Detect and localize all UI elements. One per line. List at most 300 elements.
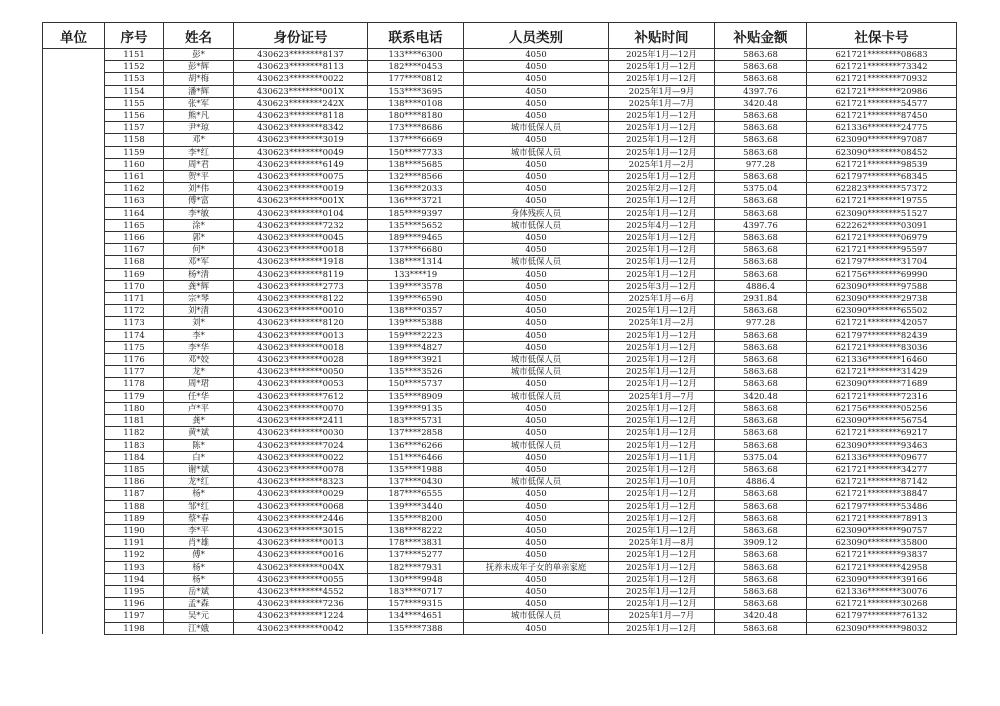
phone-cell: 189****3921 (368, 354, 464, 366)
card-cell: 621721********30268 (807, 598, 957, 610)
table-row (43, 341, 957, 353)
table-row (43, 171, 957, 183)
card-cell: 621721********93837 (807, 549, 957, 561)
id-number-cell: 430623********0078 (234, 463, 368, 475)
id-number-cell: 430623********8342 (234, 122, 368, 134)
period-cell: 2025年1月—12月 (609, 598, 715, 610)
name-cell: 何* (164, 244, 234, 256)
card-cell: 621721********42958 (807, 561, 957, 573)
category-cell: 4050 (464, 585, 609, 597)
amount-cell: 3909.12 (715, 537, 807, 549)
phone-cell: 138****1314 (368, 256, 464, 268)
category-cell: 4050 (464, 427, 609, 439)
id-number-cell: 430623********0049 (234, 146, 368, 158)
name-cell: 熊*凡 (164, 110, 234, 122)
unit-cell (43, 244, 105, 256)
phone-cell: 157****9315 (368, 598, 464, 610)
table-row (43, 134, 957, 146)
name-cell: 贺*平 (164, 171, 234, 183)
card-cell: 623090********93463 (807, 439, 957, 451)
seq-cell: 1162 (105, 183, 164, 195)
phone-cell: 132****8566 (368, 171, 464, 183)
seq-cell: 1180 (105, 402, 164, 414)
phone-cell: 133****6300 (368, 49, 464, 61)
name-cell: 尹*琼 (164, 122, 234, 134)
phone-cell: 135****3526 (368, 366, 464, 378)
table-row (43, 329, 957, 341)
amount-cell: 5863.68 (715, 549, 807, 561)
amount-cell: 5863.68 (715, 256, 807, 268)
header-phone: 联系电话 (368, 23, 464, 49)
unit-cell (43, 537, 105, 549)
id-number-cell: 430623********1224 (234, 610, 368, 622)
period-cell: 2025年1月—12月 (609, 427, 715, 439)
category-cell: 4050 (464, 61, 609, 73)
period-cell: 2025年1月—7月 (609, 610, 715, 622)
name-cell: 刘*伟 (164, 183, 234, 195)
category-cell: 4050 (464, 415, 609, 427)
id-number-cell: 430623********0022 (234, 73, 368, 85)
table-row (43, 183, 957, 195)
name-cell: 彭*辉 (164, 61, 234, 73)
name-cell: 李*敏 (164, 207, 234, 219)
period-cell: 2025年1月—12月 (609, 256, 715, 268)
name-cell: 李*红 (164, 146, 234, 158)
name-cell: 宗*琴 (164, 293, 234, 305)
period-cell: 2025年1月—12月 (609, 146, 715, 158)
card-cell: 621756********05256 (807, 402, 957, 414)
category-cell: 4050 (464, 158, 609, 170)
table-row (43, 110, 957, 122)
card-cell: 621721********98539 (807, 158, 957, 170)
seq-cell: 1189 (105, 512, 164, 524)
card-cell: 621721********34277 (807, 463, 957, 475)
table-row (43, 61, 957, 73)
seq-cell: 1157 (105, 122, 164, 134)
name-cell: 邓*军 (164, 256, 234, 268)
id-number-cell: 430623********0070 (234, 402, 368, 414)
card-cell: 623090********97588 (807, 280, 957, 292)
amount-cell: 4886.4 (715, 476, 807, 488)
amount-cell: 5863.68 (715, 415, 807, 427)
period-cell: 2025年1月—12月 (609, 585, 715, 597)
phone-cell: 135****7388 (368, 622, 464, 634)
phone-cell: 139****5388 (368, 317, 464, 329)
id-number-cell: 430623********7232 (234, 219, 368, 231)
table-row (43, 146, 957, 158)
category-cell: 4050 (464, 305, 609, 317)
phone-cell: 182****7931 (368, 561, 464, 573)
table-row (43, 561, 957, 573)
category-cell: 城市低保人员 (464, 354, 609, 366)
card-cell: 621721********31429 (807, 366, 957, 378)
id-number-cell: 430623********004X (234, 561, 368, 573)
seq-cell: 1160 (105, 158, 164, 170)
card-cell: 621721********69217 (807, 427, 957, 439)
seq-cell: 1171 (105, 293, 164, 305)
seq-cell: 1168 (105, 256, 164, 268)
period-cell: 2025年1月—10月 (609, 476, 715, 488)
seq-cell: 1196 (105, 598, 164, 610)
name-cell: 邹*红 (164, 500, 234, 512)
card-cell: 621756********69990 (807, 268, 957, 280)
id-number-cell: 430623********0016 (234, 549, 368, 561)
amount-cell: 5863.68 (715, 146, 807, 158)
period-cell: 2025年1月—12月 (609, 232, 715, 244)
name-cell: 谢*斌 (164, 463, 234, 475)
unit-cell (43, 317, 105, 329)
amount-cell: 3420.48 (715, 610, 807, 622)
table-row (43, 195, 957, 207)
category-cell: 城市低保人员 (464, 610, 609, 622)
amount-cell: 5863.68 (715, 268, 807, 280)
unit-cell (43, 85, 105, 97)
category-cell: 4050 (464, 329, 609, 341)
name-cell: 任*华 (164, 390, 234, 402)
id-number-cell: 430623********0010 (234, 305, 368, 317)
category-cell: 城市低保人员 (464, 390, 609, 402)
period-cell: 2025年1月—12月 (609, 61, 715, 73)
table-row (43, 549, 957, 561)
seq-cell: 1170 (105, 280, 164, 292)
amount-cell: 4397.76 (715, 85, 807, 97)
table-row (43, 439, 957, 451)
name-cell: 蔡*春 (164, 512, 234, 524)
unit-cell (43, 207, 105, 219)
card-cell: 621721********20986 (807, 85, 957, 97)
category-cell: 4050 (464, 49, 609, 61)
phone-cell: 136****2033 (368, 183, 464, 195)
seq-cell: 1176 (105, 354, 164, 366)
header-seq: 序号 (105, 23, 164, 49)
phone-cell: 187****6555 (368, 488, 464, 500)
period-cell: 2025年1月—12月 (609, 439, 715, 451)
unit-cell (43, 354, 105, 366)
table-row (43, 317, 957, 329)
table-row (43, 97, 957, 109)
name-cell: 刘*清 (164, 305, 234, 317)
name-cell: 邓* (164, 134, 234, 146)
card-cell: 621721********87450 (807, 110, 957, 122)
card-cell: 621336********09677 (807, 451, 957, 463)
header-amount: 补贴金额 (715, 23, 807, 49)
name-cell: 周*珺 (164, 378, 234, 390)
seq-cell: 1177 (105, 366, 164, 378)
table-row (43, 244, 957, 256)
period-cell: 2025年4月—12月 (609, 219, 715, 231)
phone-cell: 138****5685 (368, 158, 464, 170)
table-row (43, 476, 957, 488)
name-cell: 孟*森 (164, 598, 234, 610)
unit-cell (43, 439, 105, 451)
amount-cell: 5863.68 (715, 134, 807, 146)
phone-cell: 182****0453 (368, 61, 464, 73)
phone-cell: 138****0357 (368, 305, 464, 317)
table-row (43, 73, 957, 85)
unit-cell (43, 134, 105, 146)
category-cell: 抚养未成年子女的单亲家庭 (464, 561, 609, 573)
amount-cell: 5863.68 (715, 171, 807, 183)
amount-cell: 5863.68 (715, 598, 807, 610)
header-period: 补贴时间 (609, 23, 715, 49)
phone-cell: 151****6466 (368, 451, 464, 463)
seq-cell: 1194 (105, 573, 164, 585)
card-cell: 621721********19755 (807, 195, 957, 207)
id-number-cell: 430623********0013 (234, 537, 368, 549)
name-cell: 傅* (164, 549, 234, 561)
category-cell: 4050 (464, 195, 609, 207)
card-cell: 621797********53486 (807, 500, 957, 512)
category-cell: 4050 (464, 232, 609, 244)
amount-cell: 5863.68 (715, 73, 807, 85)
category-cell: 4050 (464, 524, 609, 536)
category-cell: 4050 (464, 451, 609, 463)
table-row (43, 415, 957, 427)
amount-cell: 5375.04 (715, 451, 807, 463)
seq-cell: 1193 (105, 561, 164, 573)
seq-cell: 1195 (105, 585, 164, 597)
amount-cell: 5863.68 (715, 585, 807, 597)
seq-cell: 1161 (105, 171, 164, 183)
id-number-cell: 430623********0050 (234, 366, 368, 378)
amount-cell: 3420.48 (715, 390, 807, 402)
category-cell: 4050 (464, 488, 609, 500)
period-cell: 2025年1月—12月 (609, 354, 715, 366)
category-cell: 4050 (464, 598, 609, 610)
seq-cell: 1164 (105, 207, 164, 219)
name-cell: 杨* (164, 488, 234, 500)
table-row (43, 207, 957, 219)
seq-cell: 1198 (105, 622, 164, 634)
table-row (43, 293, 957, 305)
unit-cell (43, 329, 105, 341)
period-cell: 2025年3月—12月 (609, 280, 715, 292)
table-row (43, 524, 957, 536)
table-row (43, 585, 957, 597)
name-cell: 胡*梅 (164, 73, 234, 85)
seq-cell: 1197 (105, 610, 164, 622)
table-row (43, 463, 957, 475)
name-cell: 吴*元 (164, 610, 234, 622)
unit-cell (43, 512, 105, 524)
id-number-cell: 430623********2411 (234, 415, 368, 427)
period-cell: 2025年1月—7月 (609, 97, 715, 109)
amount-cell: 5863.68 (715, 122, 807, 134)
phone-cell: 133****19 (368, 268, 464, 280)
id-number-cell: 430623********0019 (234, 183, 368, 195)
unit-cell (43, 524, 105, 536)
period-cell: 2025年1月—12月 (609, 378, 715, 390)
card-cell: 621721********38847 (807, 488, 957, 500)
name-cell: 杨* (164, 561, 234, 573)
card-cell: 623090********97087 (807, 134, 957, 146)
category-cell: 4050 (464, 500, 609, 512)
table-row (43, 427, 957, 439)
amount-cell: 5863.68 (715, 573, 807, 585)
amount-cell: 5863.68 (715, 561, 807, 573)
card-cell: 621721********72316 (807, 390, 957, 402)
name-cell: 张*军 (164, 97, 234, 109)
card-cell: 622262********03091 (807, 219, 957, 231)
id-number-cell: 430623********7612 (234, 390, 368, 402)
period-cell: 2025年1月—12月 (609, 207, 715, 219)
name-cell: 彭* (164, 49, 234, 61)
seq-cell: 1169 (105, 268, 164, 280)
phone-cell: 134****4651 (368, 610, 464, 622)
phone-cell: 138****0108 (368, 97, 464, 109)
seq-cell: 1166 (105, 232, 164, 244)
amount-cell: 4397.76 (715, 219, 807, 231)
period-cell: 2025年1月—12月 (609, 122, 715, 134)
id-number-cell: 430623********0104 (234, 207, 368, 219)
seq-cell: 1187 (105, 488, 164, 500)
phone-cell: 137****6669 (368, 134, 464, 146)
id-number-cell: 430623********0053 (234, 378, 368, 390)
unit-cell (43, 73, 105, 85)
id-number-cell: 430623********0022 (234, 451, 368, 463)
category-cell: 4050 (464, 378, 609, 390)
card-cell: 621336********30076 (807, 585, 957, 597)
phone-cell: 178****3831 (368, 537, 464, 549)
table-row (43, 158, 957, 170)
name-cell: 龚* (164, 415, 234, 427)
id-number-cell: 430623********0075 (234, 171, 368, 183)
unit-cell (43, 183, 105, 195)
card-cell: 621797********68345 (807, 171, 957, 183)
period-cell: 2025年1月—12月 (609, 134, 715, 146)
name-cell: 李* (164, 329, 234, 341)
seq-cell: 1192 (105, 549, 164, 561)
table-row (43, 268, 957, 280)
id-number-cell: 430623********0018 (234, 244, 368, 256)
seq-cell: 1155 (105, 97, 164, 109)
table-row (43, 610, 957, 622)
period-cell: 2025年1月—12月 (609, 73, 715, 85)
unit-cell (43, 97, 105, 109)
amount-cell: 5863.68 (715, 439, 807, 451)
unit-cell (43, 305, 105, 317)
phone-cell: 185****9397 (368, 207, 464, 219)
category-cell: 4050 (464, 97, 609, 109)
seq-cell: 1178 (105, 378, 164, 390)
id-number-cell: 430623********001X (234, 195, 368, 207)
unit-cell (43, 110, 105, 122)
header-category: 人员类别 (464, 23, 609, 49)
card-cell: 621721********78913 (807, 512, 957, 524)
category-cell: 4050 (464, 317, 609, 329)
id-number-cell: 430623********0055 (234, 573, 368, 585)
card-cell: 621721********06979 (807, 232, 957, 244)
id-number-cell: 430623********2446 (234, 512, 368, 524)
amount-cell: 5863.68 (715, 244, 807, 256)
header-id-number: 身份证号 (234, 23, 368, 49)
unit-cell (43, 219, 105, 231)
category-cell: 4050 (464, 280, 609, 292)
phone-cell: 139****9135 (368, 402, 464, 414)
unit-cell (43, 232, 105, 244)
table-row (43, 280, 957, 292)
amount-cell: 5863.68 (715, 110, 807, 122)
category-cell: 身体残疾人员 (464, 207, 609, 219)
amount-cell: 5863.68 (715, 463, 807, 475)
phone-cell: 150****7733 (368, 146, 464, 158)
seq-cell: 1152 (105, 61, 164, 73)
seq-cell: 1163 (105, 195, 164, 207)
subsidy-table (42, 22, 957, 635)
seq-cell: 1181 (105, 415, 164, 427)
category-cell: 4050 (464, 268, 609, 280)
id-number-cell: 430623********0068 (234, 500, 368, 512)
table-row (43, 512, 957, 524)
phone-cell: 138****8222 (368, 524, 464, 536)
card-cell: 621336********24775 (807, 122, 957, 134)
category-cell: 4050 (464, 171, 609, 183)
name-cell: 白* (164, 451, 234, 463)
period-cell: 2025年1月—12月 (609, 415, 715, 427)
amount-cell: 2931.84 (715, 293, 807, 305)
phone-cell: 135****5652 (368, 219, 464, 231)
phone-cell: 135****8909 (368, 390, 464, 402)
amount-cell: 5863.68 (715, 378, 807, 390)
id-number-cell: 430623********0018 (234, 341, 368, 353)
table-row (43, 402, 957, 414)
card-cell: 623090********35800 (807, 537, 957, 549)
period-cell: 2025年1月—2月 (609, 317, 715, 329)
id-number-cell: 430623********8120 (234, 317, 368, 329)
card-cell: 621721********83036 (807, 341, 957, 353)
seq-cell: 1185 (105, 463, 164, 475)
period-cell: 2025年1月—12月 (609, 49, 715, 61)
period-cell: 2025年1月—12月 (609, 171, 715, 183)
table-row (43, 573, 957, 585)
table-row (43, 488, 957, 500)
card-cell: 621721********54577 (807, 97, 957, 109)
period-cell: 2025年1月—12月 (609, 524, 715, 536)
seq-cell: 1153 (105, 73, 164, 85)
id-number-cell: 430623********3015 (234, 524, 368, 536)
phone-cell: 189****9465 (368, 232, 464, 244)
name-cell: 潘*辉 (164, 85, 234, 97)
seq-cell: 1182 (105, 427, 164, 439)
table-row (43, 622, 957, 634)
phone-cell: 159****2223 (368, 329, 464, 341)
unit-cell (43, 549, 105, 561)
phone-cell: 137****5277 (368, 549, 464, 561)
unit-cell (43, 500, 105, 512)
unit-cell (43, 146, 105, 158)
category-cell: 城市低保人员 (464, 146, 609, 158)
seq-cell: 1174 (105, 329, 164, 341)
phone-cell: 139****3578 (368, 280, 464, 292)
category-cell: 4050 (464, 244, 609, 256)
unit-cell (43, 451, 105, 463)
unit-cell (43, 415, 105, 427)
id-number-cell: 430623********1918 (234, 256, 368, 268)
seq-cell: 1183 (105, 439, 164, 451)
phone-cell: 137****6680 (368, 244, 464, 256)
period-cell: 2025年1月—12月 (609, 549, 715, 561)
card-cell: 621721********87142 (807, 476, 957, 488)
table-row (43, 366, 957, 378)
unit-cell (43, 61, 105, 73)
category-cell: 4050 (464, 293, 609, 305)
table-row (43, 256, 957, 268)
card-cell: 622823********57372 (807, 183, 957, 195)
category-cell: 4050 (464, 73, 609, 85)
period-cell: 2025年1月—12月 (609, 463, 715, 475)
category-cell: 4050 (464, 537, 609, 549)
amount-cell: 5863.68 (715, 49, 807, 61)
